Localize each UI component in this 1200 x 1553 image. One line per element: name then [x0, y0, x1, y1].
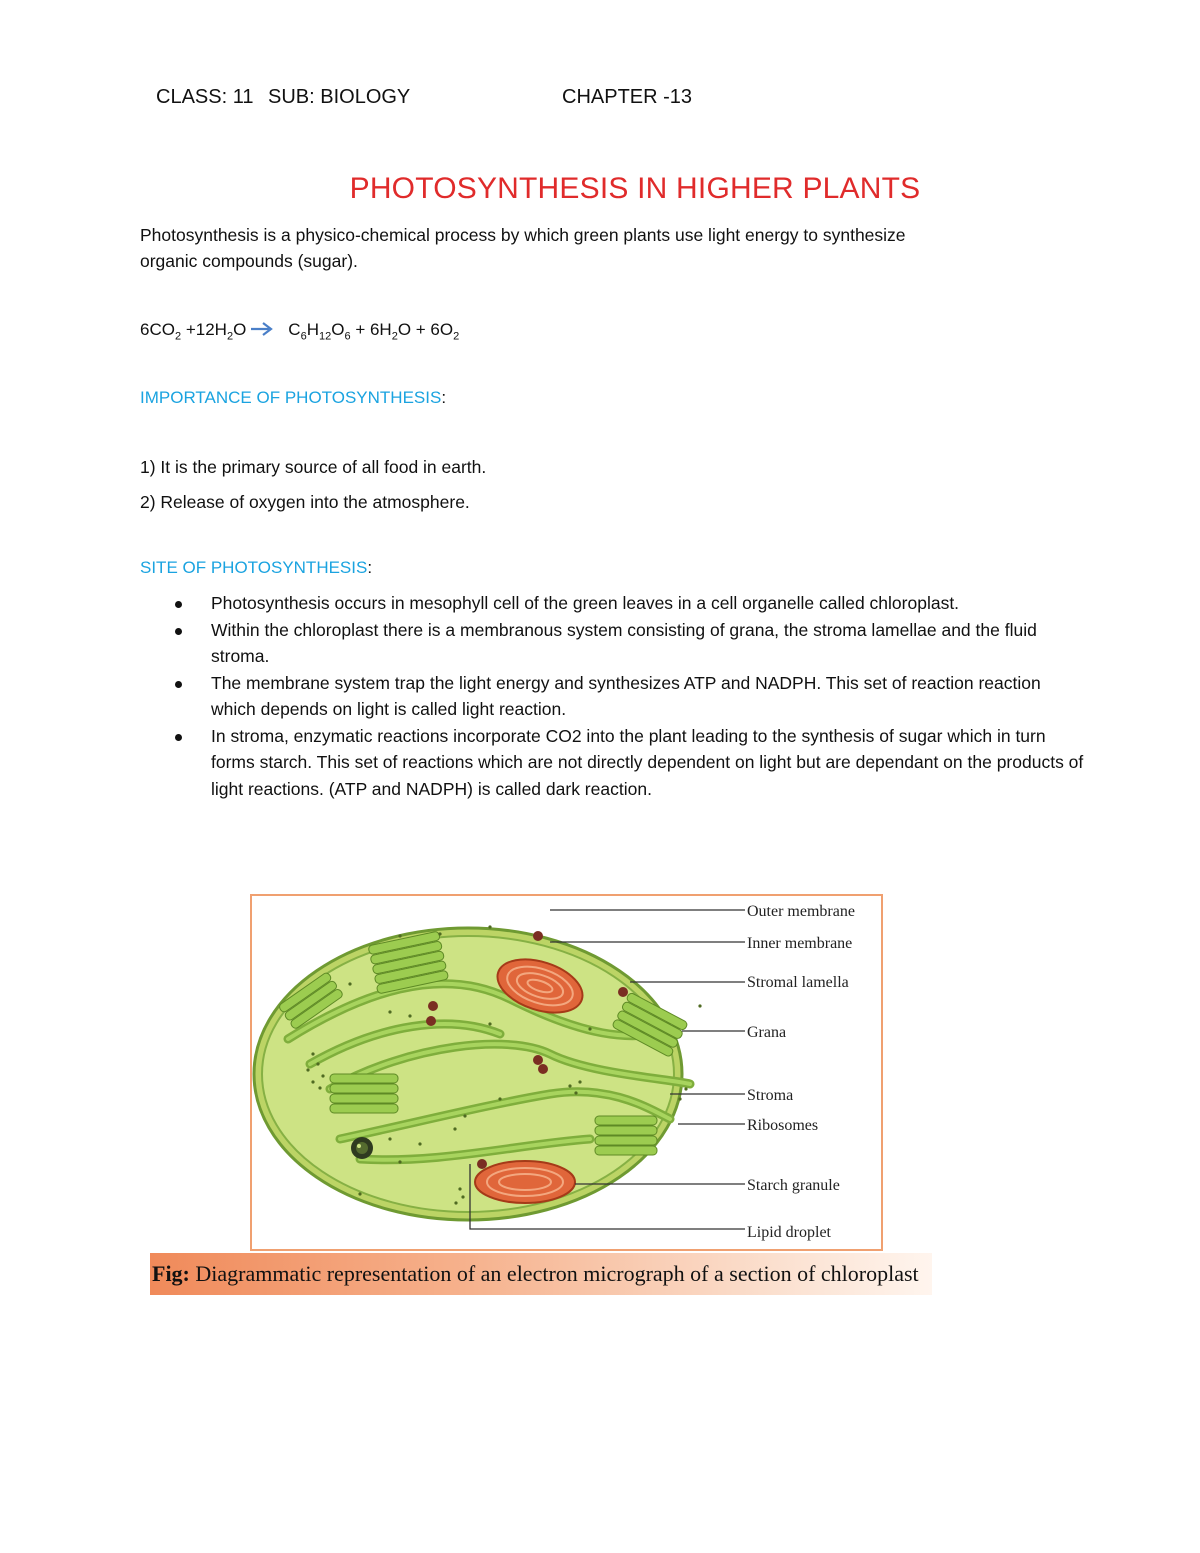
intro-paragraph	[140, 222, 1100, 274]
site-bullet-list	[164, 590, 1084, 802]
list-item: In stroma, enzymatic reactions incorporate CO2 into the plant leading to the synthesis of sugar which in turn forms starch. This set of reactions which are not directly dependent on light but are dependant on the products of light reactions. (ATP and NADPH) is called dark reaction.	[164, 723, 1084, 803]
dna-cluster-icon	[351, 1137, 373, 1159]
bullet-icon	[175, 734, 182, 741]
list-item: Within the chloroplast there is a membranous system consisting of grana, the stroma lamellae and the fluid stroma.	[164, 617, 1084, 670]
bullet-icon	[175, 601, 182, 608]
equation-reactants: $6CO_2 +12H_2O$	[140, 320, 247, 343]
grana-stack-5	[595, 1116, 657, 1155]
photosynthesis-equation	[140, 320, 459, 342]
importance-item-1: 1) It is the primary source of all food in earth.	[140, 457, 487, 477]
list-item: Photosynthesis occurs in mesophyll cell of the green leaves in a cell organelle called chloroplast.	[164, 590, 1084, 617]
class-label: CLASS: 11	[156, 86, 254, 108]
importance-heading: IMPORTANCE OF PHOTOSYNTHESIS:	[140, 388, 447, 407]
label-grana: Grana	[747, 1024, 787, 1041]
label-outer-membrane: Outer membrane	[747, 903, 855, 920]
chapter-label: CHAPTER -13	[562, 86, 693, 108]
label-stroma: Stroma	[747, 1087, 794, 1104]
site-heading: SITE OF PHOTOSYNTHESIS:	[140, 558, 373, 577]
intro-line-2: organic compounds (sugar).	[140, 251, 358, 271]
list-item: The membrane system trap the light energy and synthesizes ATP and NADPH. This set of reaction reaction which depends on light is called light reaction.	[164, 670, 1084, 723]
figure-caption: Fig: Diagrammatic representation of an electron micrograph of a section of chloroplast	[150, 1253, 932, 1295]
reaction-arrow-icon	[250, 321, 274, 342]
chloroplast-diagram	[250, 894, 883, 1251]
grana-stack-4	[330, 1074, 398, 1113]
label-starch-granule: Starch granule	[747, 1177, 840, 1194]
bullet-icon	[175, 681, 182, 688]
subject-label: SUB: BIOLOGY	[268, 86, 411, 108]
starch-granule-bottom	[475, 1161, 575, 1203]
intro-line-1: Photosynthesis is a physico-chemical process by which green plants use light energy to synthesize	[140, 225, 906, 245]
label-ribosomes: Ribosomes	[747, 1117, 819, 1134]
page-title: PHOTOSYNTHESIS IN HIGHER PLANTS	[349, 172, 921, 205]
label-lipid-droplet: Lipid droplet	[747, 1224, 831, 1241]
importance-item-2: 2) Release of oxygen into the atmosphere.	[140, 492, 470, 512]
label-stromal-lamella: Stromal lamella	[747, 974, 849, 991]
equation-products: $C_6H_{12}O_6 + 6H_2O + 6O_2$	[288, 320, 460, 343]
label-inner-membrane: Inner membrane	[747, 935, 853, 952]
bullet-icon	[175, 628, 182, 635]
